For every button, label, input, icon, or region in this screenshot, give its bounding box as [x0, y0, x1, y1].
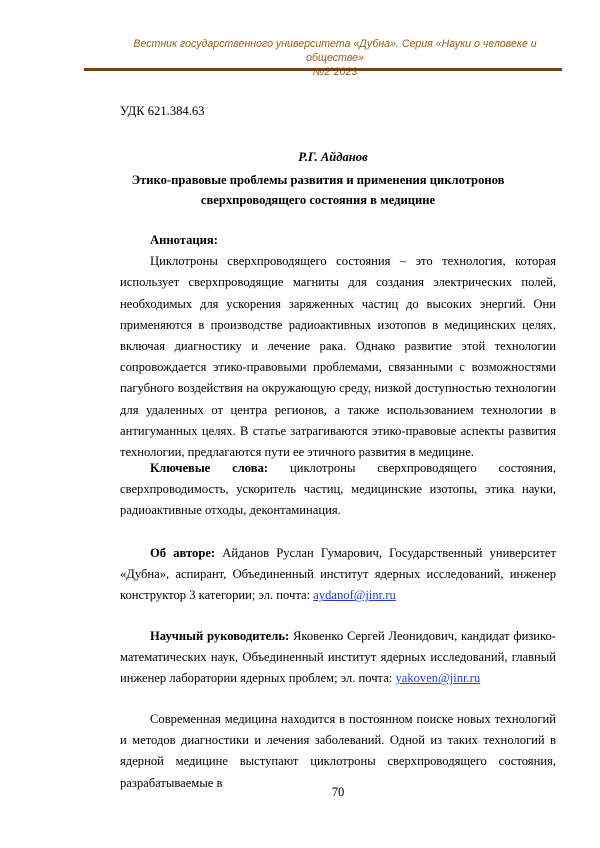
header-divider — [84, 68, 562, 71]
journal-title: Вестник государственного университета «Дубна». Серия «Науки о человеке и обществе» — [110, 37, 560, 65]
intro-paragraph: Современная медицина находится в постоянном поиске новых технологий и методов диагностики и лечения заболеваний. Одной из таких технологий в ядерной медицине выступают циклотроны сверхпроводящего состояния, разрабатываемые в — [120, 709, 556, 794]
author-name: Р.Г. Айданов — [0, 150, 600, 165]
supervisor-text: Яковенко Сергей Леонидович, кандидат физико-математических наук, Объединенный институт ядерных исследований, главный инженер лаборатории ядерных проблем; эл. почта: — [120, 629, 556, 685]
about-author-section — [120, 543, 556, 607]
journal-header — [110, 37, 560, 79]
abstract-text: Циклотроны сверхпроводящего состояния – это технология, которая использует сверхпроводящие магниты для создания электрических полей, необходимых для ускорения заряженных частиц до высоких энергий. Они применяются в производстве радиоактивных изотопов в медицинских целях, включая диагностику и лечение рака. Однако развитие этой технологии сопровождается этико-правовыми проблемами, связанными с возможностями пагубного воздействия на окружающую среду, низкой доступностью технологии для удаленных от центра регионов, а также использованием технологии в антигуманных целях. В статье затрагиваются этико-правовые аспекты развития технологии, предлагаются пути ее этичного развития в медицине. — [120, 251, 556, 463]
supervisor-label: Научный руководитель: — [150, 629, 289, 643]
keywords-text: циклотроны сверхпроводящего состояния, сверхпроводимость, ускоритель частиц, медицинские изотопы, этика науки, радиоактивные отходы, деконтаминация. — [120, 461, 556, 517]
supervisor-section — [120, 626, 556, 690]
author-email-link[interactable]: aydanof@jinr.ru — [313, 588, 396, 602]
article-title: Этико-правовые проблемы развития и применения циклотронов сверхпроводящего состояния в медицине — [100, 170, 536, 211]
keywords-label: Ключевые слова: — [150, 461, 268, 475]
udk-code: УДК 621.384.63 — [120, 104, 204, 119]
journal-issue: №2`2023 — [110, 65, 560, 79]
abstract-section — [120, 230, 556, 463]
about-author-label: Об авторе: — [150, 546, 215, 560]
page-number: 70 — [0, 785, 600, 800]
supervisor-email-link[interactable]: yakoven@jinr.ru — [395, 671, 480, 685]
keywords-section — [120, 458, 556, 522]
abstract-label: Аннотация: — [120, 230, 556, 251]
about-author-text: Айданов Руслан Гумарович, Государственный университет «Дубна», аспирант, Объединенный институт ядерных исследований, инженер конструктор 3 категории; эл. почта: — [120, 546, 556, 602]
